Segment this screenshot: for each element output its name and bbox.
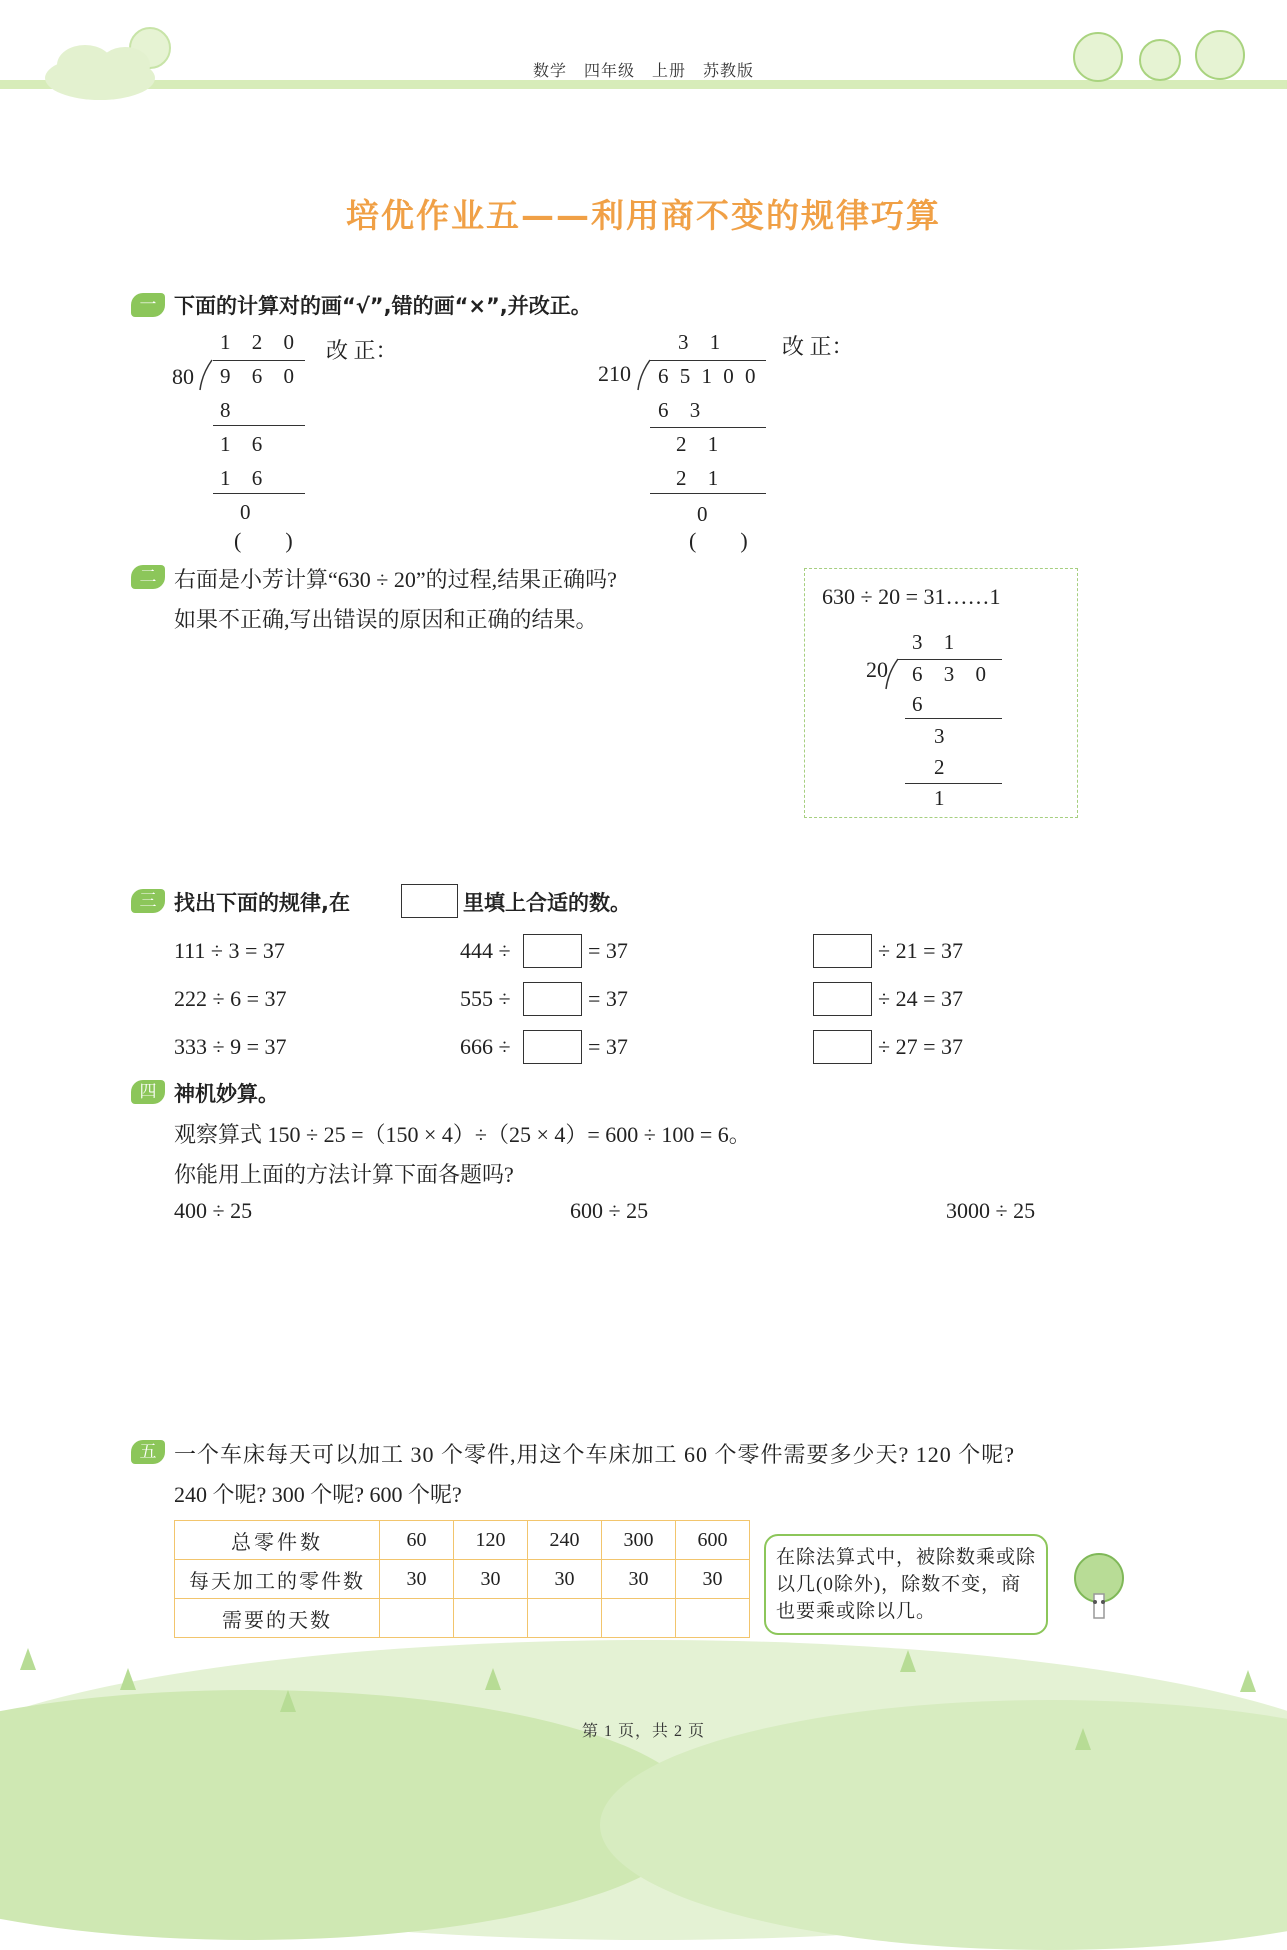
tree-icon [120,1668,136,1690]
section-4-badge: 四 [131,1080,165,1104]
table-row [175,1599,750,1638]
s3-col3-right-2: ÷ 24 = 37 [878,986,963,1011]
section-3-question-post: 里填上合适的数。 [463,891,631,915]
section-2-line-2: 如果不正确,写出错误的原因和正确的结果。 [174,607,598,632]
div1-row-1: 8 [220,398,239,422]
s3-col3-answer-box-3[interactable] [813,1030,872,1064]
div2-line-1 [650,427,766,428]
days-answer-cell[interactable] [602,1599,676,1638]
xiaofang-bracket [884,657,900,695]
section-2-badge: 二 [131,565,165,589]
div2-quotient: 3 1 [678,330,729,354]
section-2-line-1: 右面是小芳计算“630 ÷ 20”的过程,结果正确吗? [174,567,617,592]
xiaofang-row-2: 3 [934,724,953,748]
div1-dividend: 9 6 0 [220,364,302,388]
row-header-total: 总零件数 [175,1521,380,1560]
section-4-problem-2: 600 ÷ 25 [570,1198,649,1223]
div2-answer-paren[interactable]: ( ) [689,528,748,553]
s3-col3-answer-box-1[interactable] [813,934,872,968]
div2-row-1: 6 3 [658,398,709,422]
s3-col3-right-1: ÷ 21 = 37 [878,938,963,963]
per-day-cell: 30 [380,1560,454,1599]
total-cell: 60 [380,1521,454,1560]
days-answer-cell[interactable] [676,1599,750,1638]
table-row [175,1521,750,1560]
s3-col2-answer-box-1[interactable] [523,934,582,968]
section-4-problem-1: 400 ÷ 25 [174,1198,253,1223]
tree-icon [280,1690,296,1712]
header-text: 数学 四年级 上册 苏教版 [532,61,754,80]
s3-col2-answer-box-2[interactable] [523,982,582,1016]
days-answer-cell[interactable] [528,1599,602,1638]
tree-icon [20,1648,36,1670]
days-answer-cell[interactable] [454,1599,528,1638]
s3-col2-right-2: = 37 [588,986,628,1011]
section-1-badge: 一 [131,293,165,317]
xiaofang-divisor: 20 [866,657,888,682]
parts-days-table [174,1520,750,1638]
total-cell: 120 [454,1521,528,1560]
div2-row-4: 0 [697,502,716,526]
section-3-example-box [401,884,458,918]
div2-dividend: 6 5 1 0 0 [658,364,759,388]
days-answer-cell[interactable] [380,1599,454,1638]
tip-bubble: 在除法算式中，被除数乘或除以几(0除外)，除数不变，商也要乘或除以几。 [764,1534,1048,1635]
s3-col2-left-1: 444 ÷ [460,938,511,963]
s3-col1-row2: 222 ÷ 6 = 37 [174,986,287,1011]
s3-col1-row3: 333 ÷ 9 = 37 [174,1034,287,1059]
section-3-question-pre: 找出下面的规律,在 [174,891,350,915]
section-5-line-2: 240 个呢? 300 个呢? 600 个呢? [174,1482,462,1507]
per-day-cell: 30 [602,1560,676,1599]
per-day-cell: 30 [454,1560,528,1599]
per-day-cell: 30 [528,1560,602,1599]
div2-divisor: 210 [598,361,631,386]
div2-row-2: 2 1 [676,432,727,456]
total-cell: 300 [602,1521,676,1560]
section-3-badge: 三 [131,889,165,913]
tree-icon [485,1668,501,1690]
div2-line-2 [650,493,766,494]
s3-col1-row1: 111 ÷ 3 = 37 [174,938,285,963]
section-4-line-2: 你能用上面的方法计算下面各题吗? [174,1162,514,1187]
xiaofang-row-4: 1 [934,786,953,810]
div1-bar [213,360,305,361]
div2-row-3: 2 1 [676,466,727,490]
div2-bracket [636,358,652,396]
xiaofang-quotient: 3 1 [912,630,963,654]
div1-line-2 [213,493,305,494]
s3-col2-left-2: 555 ÷ [460,986,511,1011]
row-header-days: 需要的天数 [175,1599,380,1638]
div1-row-2: 1 6 [220,432,271,456]
tree-mascot-icon [1064,1550,1134,1634]
s3-col2-answer-box-3[interactable] [523,1030,582,1064]
xiaofang-equation: 630 ÷ 20 = 31……1 [822,584,1001,609]
section-5-line-1: 一个车床每天可以加工 30 个零件,用这个车床加工 60 个零件需要多少天? 120 个呢? [174,1442,1016,1467]
s3-col2-left-3: 666 ÷ [460,1034,511,1059]
section-4-question: 神机妙算。 [174,1082,279,1106]
div1-row-4: 0 [240,500,259,524]
total-cell: 240 [528,1521,602,1560]
section-4-problem-3: 3000 ÷ 25 [946,1198,1036,1223]
tree-icon [1240,1670,1256,1692]
xiaofang-line-2 [905,783,1002,784]
section-5-badge: 五 [131,1440,165,1464]
div1-line-1 [213,425,305,426]
div1-answer-paren[interactable]: ( ) [234,528,293,553]
xiaofang-row-1: 6 [912,692,931,716]
per-day-cell: 30 [676,1560,750,1599]
xiaofang-dividend: 6 3 0 [912,662,994,686]
div1-bracket [198,358,214,396]
row-header-per-day: 每天加工的零件数 [175,1560,380,1599]
xiaofang-bar [898,659,1002,660]
section-1-question: 下面的计算对的画“√”,错的画“×”,并改正。 [174,294,592,318]
div1-quotient: 1 2 0 [220,330,302,354]
total-cell: 600 [676,1521,750,1560]
div2-correction-label: 改 正： [782,334,854,359]
div2-bar [650,360,766,361]
s3-col3-right-3: ÷ 27 = 37 [878,1034,963,1059]
xiaofang-line-1 [905,718,1002,719]
div1-correction-label: 改 正： [326,338,398,363]
page-title: 培优作业五——利用商不变的规律巧算 [346,196,941,235]
table-row [175,1560,750,1599]
xiaofang-row-3: 2 [934,755,953,779]
s3-col2-right-1: = 37 [588,938,628,963]
tree-icon [900,1650,916,1672]
page-footer: 第 1 页，共 2 页 [581,1723,705,1740]
s3-col3-answer-box-2[interactable] [813,982,872,1016]
div1-row-3: 1 6 [220,466,271,490]
s3-col2-right-3: = 37 [588,1034,628,1059]
div1-divisor: 80 [172,364,194,389]
section-4-line-1: 观察算式 150 ÷ 25 =（150 × 4）÷（25 × 4）= 600 ÷ 100 = 6。 [174,1122,751,1147]
